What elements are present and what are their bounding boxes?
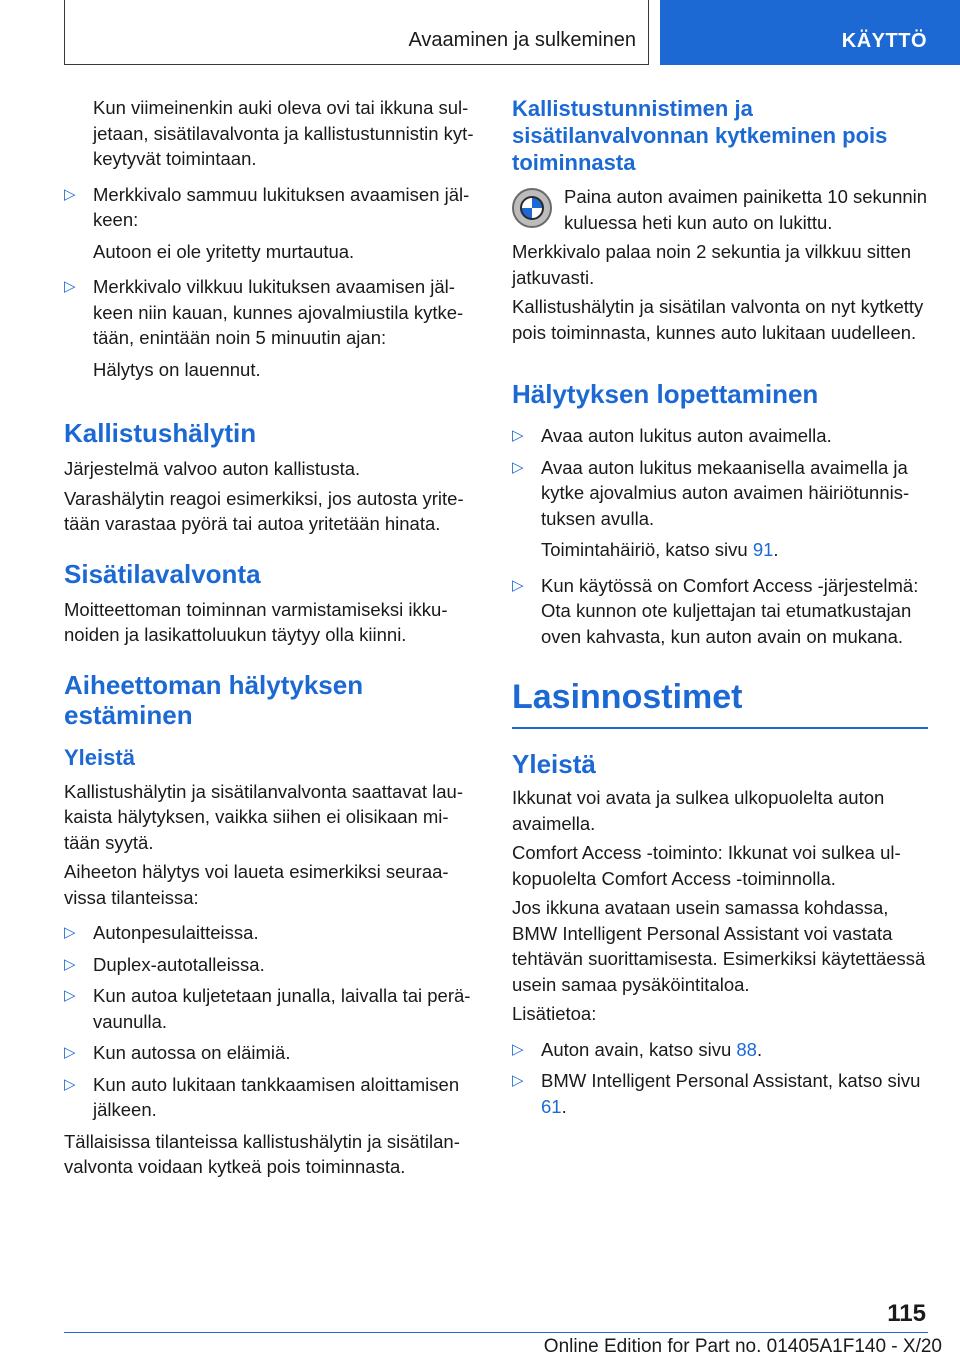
header-section-tab: [660, 0, 960, 65]
heading-kallistushalytin: Kallistushälytin: [64, 418, 257, 448]
page-link-88[interactable]: 88: [736, 1038, 757, 1060]
list-item: ▷ Duplex-autotalleissa.: [64, 952, 476, 978]
heading-kytkeminen-pois: Kallistustunnistimen ja sisätilanvalvonnan kytkeminen pois toiminnasta: [512, 96, 888, 175]
left-column: [64, 95, 476, 1184]
page-number: 115: [887, 1300, 926, 1327]
logo-paragraph: Paina auton avaimen painiketta 10 sekunnin kuluessa heti kun auto on lukittu.: [512, 184, 928, 235]
heading-yleista: Yleistä: [64, 744, 135, 770]
header-left-box: [64, 0, 649, 65]
list-item-sub: Hälytys on lauennut.: [93, 358, 261, 380]
bullet-triangle-icon: ▷: [64, 1075, 76, 1093]
list-item: ▷ BMW Intelligent Personal Assistant, katso sivu 61.: [512, 1070, 921, 1117]
bullet-triangle-icon: ▷: [512, 576, 524, 594]
heading-lasinnostimet: Lasinnostimet: [512, 677, 928, 729]
heading-halytyksen-lopettaminen: Hälytyksen lopettaminen: [512, 379, 819, 409]
page-link-91[interactable]: 91: [752, 539, 774, 560]
paragraph: Tällaisissa tilanteissa kallistushälytin ja sisätilanvalvonta voidaan kytkeä pois toiminnasta.: [64, 1130, 460, 1177]
paragraph: Merkkivalo palaa noin 2 sekuntia ja vilkkuu sitten jatkuvasti.: [512, 241, 911, 288]
paragraph: Jos ikkuna avataan usein samassa kohdassa, BMW Intelligent Personal Assistant voi vastata tehtävän suorittamisesta. Esimerkiksi käytettäessä usein samaa pysäköintitaloa.: [512, 897, 926, 995]
chapter-title: Avaaminen ja sulkeminen: [408, 29, 636, 51]
paragraph: Aiheeton hälytys voi laueta esimerkiksi seuraavissa tilanteissa:: [64, 861, 449, 908]
list-item: ▷ Kun auto lukitaan tankkaamisen aloittamisen jälkeen.: [64, 1073, 460, 1120]
bullet-triangle-icon: ▷: [64, 185, 76, 203]
list-item: ▷ Auton avain, katso sivu 88.: [512, 1037, 928, 1063]
paragraph: Moitteettoman toiminnan varmistamiseksi ikkunoiden ja lasikattoluukun täytyy olla kiinni.: [64, 598, 448, 645]
list-item-sub: Autoon ei ole yritetty murtautua.: [93, 240, 355, 262]
heading-sisatilavalvonta: Sisätilavalvonta: [64, 558, 261, 589]
heading-yleista: Yleistä: [512, 749, 596, 779]
list-item: ▷ Kun autossa on eläimiä.: [64, 1040, 476, 1066]
paragraph: Kallistushälytin ja sisätilanvalvonta saattavat laukaista hälytyksen, vaikka siihen ei olisikaan mitään syytä.: [64, 780, 463, 853]
bullet-triangle-icon: ▷: [64, 924, 76, 941]
list-item: ▷ Kun autoa kuljetetaan junalla, laivalla tai perävaunulla.: [64, 985, 471, 1032]
section-title: KÄYTTÖ: [841, 30, 927, 52]
footer-divider: [64, 1332, 928, 1333]
right-column: [512, 95, 928, 1125]
paragraph: Lisätietoa:: [512, 1003, 597, 1024]
bullet-triangle-icon: ▷: [64, 955, 76, 973]
bmw-logo-icon: [512, 188, 552, 228]
bullet-triangle-icon: ▷: [64, 1044, 76, 1061]
paragraph: Järjestelmä valvoo auton kallistusta.: [64, 458, 361, 479]
list-item: ▷ Merkkivalo vilkkuu lukituksen avaamisen jälkeen niin kauan, kunnes ajovalmiustila kytketään, enintään noin 5 minuutin ajan:: [64, 276, 464, 348]
bullet-triangle-icon: ▷: [512, 427, 524, 444]
list-item: ▷ Merkkivalo sammuu lukituksen avaamisen jälkeen:: [64, 183, 470, 230]
page-link-61[interactable]: 61: [541, 1095, 562, 1117]
bullet-triangle-icon: ▷: [512, 1040, 524, 1058]
paragraph: Varashälytin reagoi esimerkiksi, jos autosta yritetään varastaa pyörä tai autoa yritetään hinata.: [64, 487, 464, 534]
intro-paragraph: Kun viimeinenkin auki oleva ovi tai ikkuna suljetaan, sisätilavalvonta ja kallistustunnistin kytkeytyvät toimintaan.: [93, 97, 474, 169]
list-item-sub: Toimintahäiriö, katso sivu 91.: [541, 539, 779, 560]
paragraph: Kallistushälytin ja sisätilan valvonta on nyt kytketty pois toiminnasta, kunnes auto lukitaan uudelleen.: [512, 296, 924, 343]
bullet-triangle-icon: ▷: [64, 278, 76, 295]
footer-edition: Online Edition for Part no. 01405A1F140 - X/20: [543, 1336, 942, 1357]
list-item: ▷ Autonpesulaitteissa.: [64, 920, 476, 946]
bullet-triangle-icon: ▷: [512, 458, 524, 476]
paragraph: Ikkunat voi avata ja sulkea ulkopuolelta auton avaimella.: [512, 787, 885, 834]
paragraph: Comfort Access -toiminto: Ikkunat voi sulkea ulkopuolelta Comfort Access -toiminnolla.: [512, 842, 901, 889]
list-item: ▷ Avaa auton lukitus mekaanisella avaimella ja kytke ajovalmius auton avaimen häiriötunnistuksen avulla.: [512, 456, 910, 529]
bullet-triangle-icon: ▷: [512, 1072, 524, 1089]
list-item: ▷ Avaa auton lukitus auton avaimella.: [512, 423, 928, 449]
heading-aiheeton-halytys: Aiheettoman hälytyksen estäminen: [64, 669, 364, 730]
list-item: ▷ Kun käytössä on Comfort Access -järjestelmä: Ota kunnon ote kuljettajan tai etumatkustajan oven kahvasta, kun auton avain on mukana.: [512, 574, 919, 647]
bullet-triangle-icon: ▷: [64, 987, 76, 1004]
